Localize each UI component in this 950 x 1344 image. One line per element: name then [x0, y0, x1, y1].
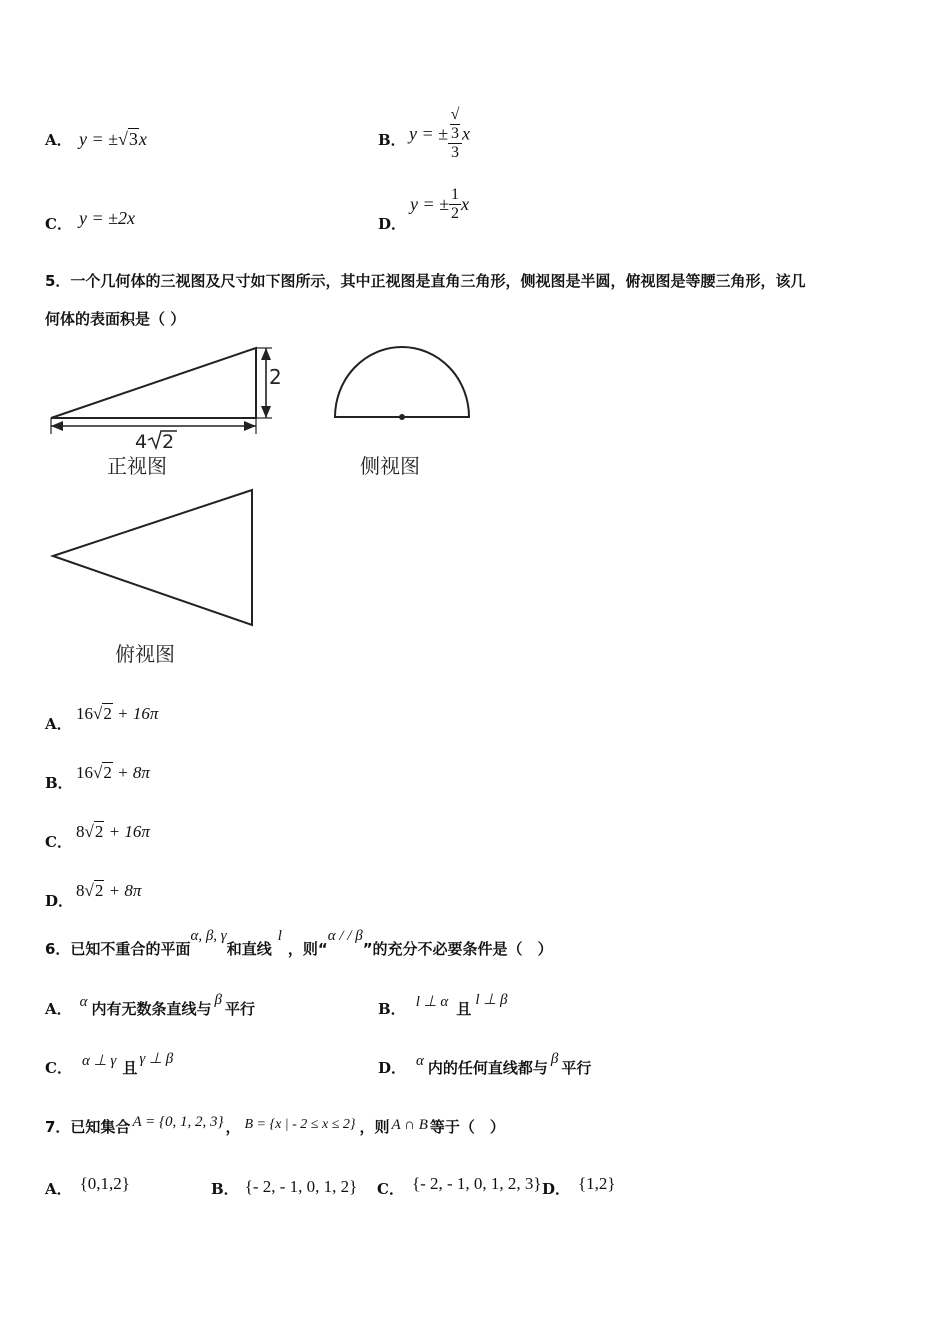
option-expression: 16√2 + 16π: [76, 704, 159, 723]
option-label: B．: [378, 131, 406, 149]
option-label: A．: [45, 131, 72, 149]
option-label: C．: [45, 833, 72, 851]
q6-option-a[interactable]: A． α 内有无数条直线与 β 平行: [45, 992, 256, 1018]
q5-stem-line1: 5．一个几何体的三视图及尺寸如下图所示，其中正视图是直角三角形，侧视图是半圆，俯视图是等腰三角形，该几: [45, 272, 806, 290]
option-label: D．: [378, 215, 407, 233]
base-dimension-coef: 4: [135, 431, 148, 453]
height-dimension-label: 2: [269, 365, 282, 389]
option-label: C．: [45, 215, 72, 233]
side-view-label: 侧视图: [360, 454, 420, 478]
option-expression: y = ±√3x: [79, 129, 147, 149]
option-expression: 8√2 + 16π: [76, 822, 150, 841]
side-view-semicircle: [335, 347, 469, 417]
q6-option-b[interactable]: B． l ⊥ α 且 l ⊥ β: [378, 992, 508, 1018]
q7-option-b[interactable]: B． {- 2, - 1, 0, 1, 2}: [211, 1177, 358, 1198]
q5-three-view-figure: [40, 340, 490, 675]
option-expression: y = ±2x: [79, 208, 136, 228]
q7-option-d[interactable]: D． {1,2}: [542, 1174, 616, 1198]
q6-stem: 6．已知不重合的平面α, β, γ和直线l，则“α / / β”的充分不必要条件是（ ）: [45, 928, 553, 958]
option-expression: y = ± $\frac{1}{2}$ x: [410, 186, 470, 222]
front-view-triangle: [51, 348, 256, 418]
option-label: B．: [45, 774, 73, 792]
top-view-label: 俯视图: [115, 642, 175, 666]
option-expression: 8√2 + 8π: [76, 881, 142, 900]
base-dimension-rad: 2: [162, 431, 175, 453]
option-label: A．: [45, 715, 72, 733]
front-view-label: 正视图: [107, 454, 167, 478]
top-view-triangle: [53, 490, 252, 625]
option-expression: y = ± √ 3 3 x: [409, 106, 471, 161]
q7-option-a[interactable]: A． {0,1,2}: [45, 1174, 130, 1198]
q5-stem-line2: 何体的表面积是（ ）: [45, 310, 186, 328]
q6-option-c[interactable]: C． α ⊥ γ 且 γ ⊥ β: [45, 1051, 174, 1077]
q6-option-d[interactable]: D． α 内的任何直线都与 β 平行: [378, 1051, 592, 1077]
option-expression: 16√2 + 8π: [76, 763, 150, 782]
q7-stem: 7．已知集合 A = {0, 1, 2, 3} ， B = {x | - 2 ≤ x ≤ 2} ，则 A ∩ B 等于（ ）: [45, 1114, 505, 1136]
option-label: D．: [45, 892, 74, 910]
q7-option-c[interactable]: C． {- 2, - 1, 0, 1, 2, 3}: [377, 1174, 542, 1198]
